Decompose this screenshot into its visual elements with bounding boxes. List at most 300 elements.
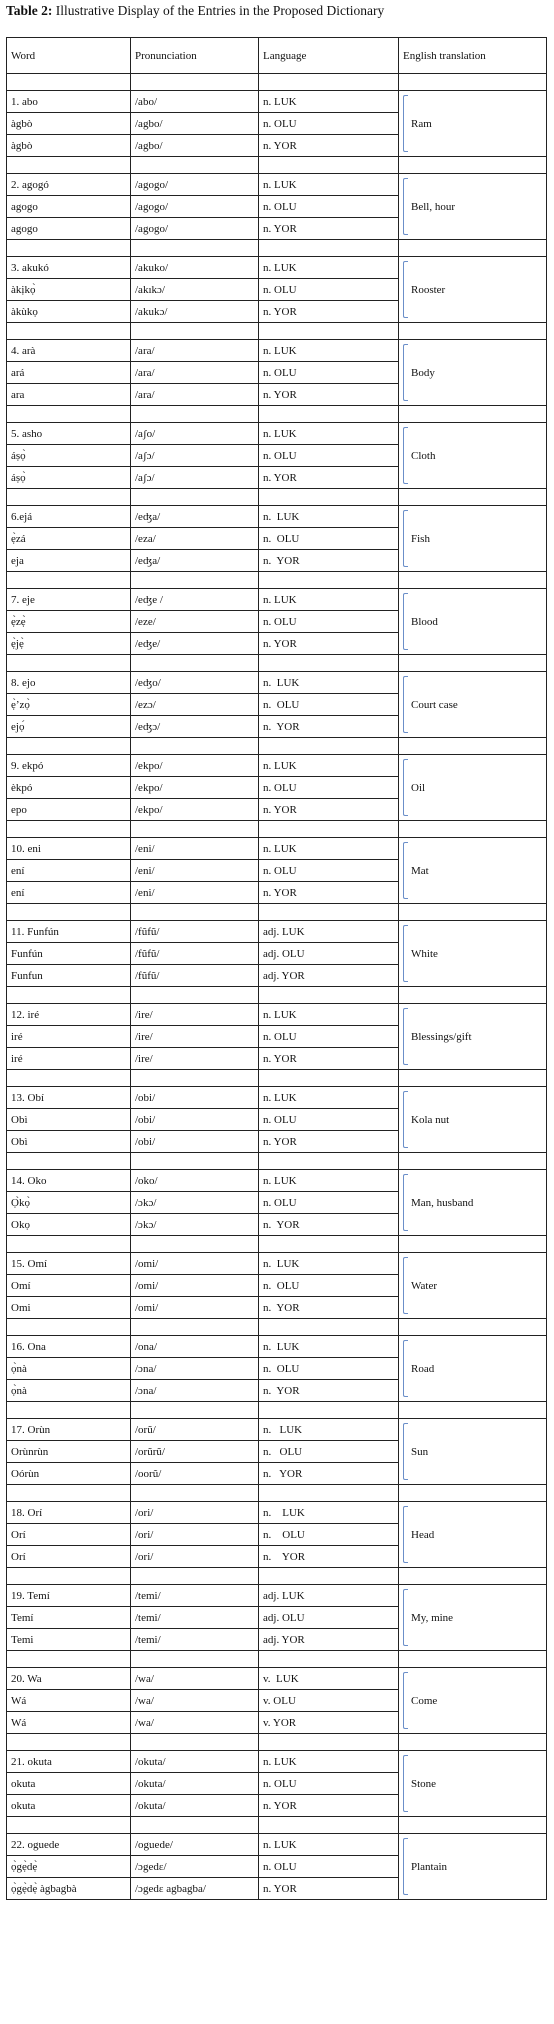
pronunciation-cell: /eze/	[131, 611, 259, 633]
spacer-cell	[259, 1651, 399, 1668]
language-cell: n. OLU	[259, 196, 399, 218]
pronunciation-cell: /okuta/	[131, 1773, 259, 1795]
language-cell: n. LUK	[259, 1087, 399, 1109]
spacer-cell	[7, 240, 131, 257]
spacer-row	[7, 74, 547, 91]
translation-text: Body	[411, 366, 435, 379]
word-cell: ení	[7, 860, 131, 882]
spacer-cell	[7, 821, 131, 838]
header-row	[7, 38, 547, 74]
bracket-icon	[403, 1589, 408, 1646]
spacer-cell	[399, 1402, 547, 1419]
translation-cell	[399, 921, 547, 987]
spacer-cell	[259, 1485, 399, 1502]
language-cell: n. OLU	[259, 1856, 399, 1878]
pronunciation-cell: /abo/	[131, 91, 259, 113]
spacer-cell	[7, 1568, 131, 1585]
word-cell: ẹ̀zá	[7, 528, 131, 550]
spacer-row	[7, 1651, 547, 1668]
spacer-row	[7, 572, 547, 589]
translation-text: Sun	[411, 1445, 429, 1458]
spacer-cell	[399, 1817, 547, 1834]
language-cell: n. YOR	[259, 1380, 399, 1402]
translation-text: Blood	[411, 615, 438, 628]
word-cell: àkịkọ̀	[7, 279, 131, 301]
translation-text: Bell, hour	[411, 200, 455, 213]
pronunciation-cell: /fũfũ/	[131, 965, 259, 987]
language-cell: n. OLU	[259, 1773, 399, 1795]
spacer-cell	[7, 323, 131, 340]
pronunciation-cell: /akukɔ/	[131, 301, 259, 323]
language-cell: n. YOR	[259, 1546, 399, 1568]
language-cell: n. OLU	[259, 1441, 399, 1463]
pronunciation-cell: /wa/	[131, 1712, 259, 1734]
word-cell: Funfun	[7, 965, 131, 987]
spacer-cell	[399, 738, 547, 755]
word-cell: 19. Temí	[7, 1585, 131, 1607]
bracket-icon	[403, 261, 408, 318]
spacer-cell	[399, 572, 547, 589]
spacer-row	[7, 904, 547, 921]
pronunciation-cell: /ezɔ/	[131, 694, 259, 716]
word-cell: Funfún	[7, 943, 131, 965]
bracket-icon	[403, 1755, 408, 1812]
spacer-cell	[259, 904, 399, 921]
word-cell: 2. agogó	[7, 174, 131, 196]
language-cell: n. LUK	[259, 838, 399, 860]
translation-cell	[399, 1087, 547, 1153]
spacer-cell	[131, 904, 259, 921]
spacer-cell	[131, 1734, 259, 1751]
pronunciation-cell: /ekpo/	[131, 755, 259, 777]
spacer-cell	[7, 1319, 131, 1336]
spacer-cell	[7, 489, 131, 506]
translation-cell	[399, 1419, 547, 1485]
spacer-cell	[259, 1734, 399, 1751]
word-cell: epo	[7, 799, 131, 821]
spacer-cell	[7, 1734, 131, 1751]
word-cell: Wá	[7, 1712, 131, 1734]
language-cell: n. OLU	[259, 279, 399, 301]
spacer-cell	[131, 157, 259, 174]
language-cell: n. LUK	[259, 755, 399, 777]
spacer-cell	[131, 738, 259, 755]
spacer-cell	[131, 1153, 259, 1170]
language-cell: n. YOR	[259, 799, 399, 821]
pronunciation-cell: /ɔna/	[131, 1358, 259, 1380]
spacer-cell	[7, 1485, 131, 1502]
spacer-cell	[399, 987, 547, 1004]
language-cell: n. LUK	[259, 423, 399, 445]
pronunciation-cell: /ɔgedɛ agbagba/	[131, 1878, 259, 1900]
caption-text: Illustrative Display of the Entries in the Proposed Dictionary	[55, 3, 385, 18]
word-cell: Omi	[7, 1297, 131, 1319]
pronunciation-cell: /ɔgedɛ/	[131, 1856, 259, 1878]
language-cell: adj. OLU	[259, 943, 399, 965]
translation-text: Cloth	[411, 449, 436, 462]
translation-cell	[399, 1004, 547, 1070]
translation-cell	[399, 1336, 547, 1402]
translation-cell	[399, 174, 547, 240]
language-cell: n. LUK	[259, 174, 399, 196]
word-cell: ọ̀nà	[7, 1358, 131, 1380]
bracket-icon	[403, 510, 408, 567]
header-word: Word	[7, 38, 131, 74]
spacer-cell	[7, 1651, 131, 1668]
spacer-cell	[259, 1236, 399, 1253]
language-cell: n. YOR	[259, 301, 399, 323]
spacer-row	[7, 1319, 547, 1336]
translation-text: Ram	[411, 117, 432, 130]
spacer-cell	[399, 489, 547, 506]
translation-text: Court case	[411, 698, 458, 711]
word-cell: ọ̀gẹ̀dẹ̀	[7, 1856, 131, 1878]
word-cell: Temí	[7, 1607, 131, 1629]
language-cell: n. OLU	[259, 777, 399, 799]
pronunciation-cell: /ɔkɔ/	[131, 1214, 259, 1236]
translation-text: White	[411, 947, 438, 960]
pronunciation-cell: /agbo/	[131, 113, 259, 135]
word-cell: 5. asho	[7, 423, 131, 445]
translation-cell	[399, 506, 547, 572]
word-cell: 6.ejá	[7, 506, 131, 528]
word-cell: áṣọ̀	[7, 467, 131, 489]
table-row	[7, 340, 547, 362]
language-cell: n. OLU	[259, 113, 399, 135]
translation-cell	[399, 1751, 547, 1817]
pronunciation-cell: /ɔna/	[131, 1380, 259, 1402]
word-cell: ení	[7, 882, 131, 904]
translation-cell	[399, 755, 547, 821]
pronunciation-cell: /ori/	[131, 1502, 259, 1524]
pronunciation-cell: /temi/	[131, 1585, 259, 1607]
bracket-icon	[403, 759, 408, 816]
pronunciation-cell: /akuko/	[131, 257, 259, 279]
pronunciation-cell: /eʤo/	[131, 672, 259, 694]
pronunciation-cell: /ori/	[131, 1524, 259, 1546]
pronunciation-cell: /akıkɔ/	[131, 279, 259, 301]
spacer-cell	[259, 1153, 399, 1170]
language-cell: n. LUK	[259, 589, 399, 611]
pronunciation-cell: /obi/	[131, 1087, 259, 1109]
pronunciation-cell: /fũfũ/	[131, 921, 259, 943]
word-cell: iré	[7, 1026, 131, 1048]
word-cell: 18. Orí	[7, 1502, 131, 1524]
spacer-cell	[259, 74, 399, 91]
word-cell: 20. Wa	[7, 1668, 131, 1690]
header-pronunciation: Pronunciation	[131, 38, 259, 74]
bracket-icon	[403, 1008, 408, 1065]
spacer-cell	[399, 323, 547, 340]
translation-text: Rooster	[411, 283, 446, 296]
pronunciation-cell: /ɔkɔ/	[131, 1192, 259, 1214]
language-cell: n. OLU	[259, 528, 399, 550]
spacer-cell	[131, 1817, 259, 1834]
table-row	[7, 838, 547, 860]
pronunciation-cell: /ire/	[131, 1026, 259, 1048]
word-cell: Omí	[7, 1275, 131, 1297]
table-row	[7, 1336, 547, 1358]
pronunciation-cell: /ekpo/	[131, 777, 259, 799]
language-cell: n. LUK	[259, 1253, 399, 1275]
translation-cell	[399, 1253, 547, 1319]
translation-text: Head	[411, 1528, 435, 1541]
language-cell: n. OLU	[259, 362, 399, 384]
word-cell: 10. eni	[7, 838, 131, 860]
table-row	[7, 1253, 547, 1275]
pronunciation-cell: /aʃɔ/	[131, 445, 259, 467]
pronunciation-cell: /agogo/	[131, 196, 259, 218]
spacer-cell	[399, 655, 547, 672]
spacer-cell	[7, 655, 131, 672]
spacer-cell	[399, 904, 547, 921]
table-row	[7, 1834, 547, 1856]
spacer-row	[7, 157, 547, 174]
table-row	[7, 91, 547, 113]
translation-cell	[399, 423, 547, 489]
language-cell: n. YOR	[259, 467, 399, 489]
word-cell: 14. Oko	[7, 1170, 131, 1192]
language-cell: n. YOR	[259, 882, 399, 904]
table-row	[7, 1502, 547, 1524]
pronunciation-cell: /omi/	[131, 1253, 259, 1275]
bracket-icon	[403, 344, 408, 401]
bracket-icon	[403, 1257, 408, 1314]
word-cell: 7. eje	[7, 589, 131, 611]
translation-cell	[399, 1668, 547, 1734]
word-cell: okuta	[7, 1795, 131, 1817]
spacer-cell	[399, 821, 547, 838]
spacer-cell	[131, 74, 259, 91]
spacer-cell	[259, 655, 399, 672]
translation-cell	[399, 1170, 547, 1236]
language-cell: n. YOR	[259, 1214, 399, 1236]
language-cell: n. YOR	[259, 135, 399, 157]
spacer-cell	[131, 1402, 259, 1419]
translation-cell	[399, 589, 547, 655]
spacer-cell	[259, 1070, 399, 1087]
pronunciation-cell: /temi/	[131, 1607, 259, 1629]
bracket-icon	[403, 1838, 408, 1895]
pronunciation-cell: /ori/	[131, 1546, 259, 1568]
word-cell: 3. akukó	[7, 257, 131, 279]
language-cell: n. YOR	[259, 1131, 399, 1153]
pronunciation-cell: /obi/	[131, 1131, 259, 1153]
word-cell: 16. Ona	[7, 1336, 131, 1358]
word-cell: ọ̀gẹ̀dẹ̀ àgbagbà	[7, 1878, 131, 1900]
spacer-cell	[131, 987, 259, 1004]
language-cell: adj. LUK	[259, 921, 399, 943]
table-row	[7, 506, 547, 528]
spacer-cell	[399, 1568, 547, 1585]
translation-text: Water	[411, 1279, 437, 1292]
translation-text: Oil	[411, 781, 426, 794]
table-row	[7, 1087, 547, 1109]
spacer-cell	[7, 1153, 131, 1170]
word-cell: ẹ̀ʼzọ̀	[7, 694, 131, 716]
spacer-cell	[259, 240, 399, 257]
spacer-cell	[259, 987, 399, 1004]
word-cell: ara	[7, 384, 131, 406]
spacer-cell	[7, 1070, 131, 1087]
pronunciation-cell: /oko/	[131, 1170, 259, 1192]
spacer-row	[7, 1236, 547, 1253]
spacer-cell	[7, 987, 131, 1004]
word-cell: 1. abo	[7, 91, 131, 113]
word-cell: èkpó	[7, 777, 131, 799]
language-cell: n. YOR	[259, 1795, 399, 1817]
spacer-row	[7, 1485, 547, 1502]
bracket-icon	[403, 842, 408, 899]
word-cell: 11. Funfún	[7, 921, 131, 943]
pronunciation-cell: /omi/	[131, 1275, 259, 1297]
word-cell: àkùkọ	[7, 301, 131, 323]
spacer-row	[7, 489, 547, 506]
word-cell: 9. ekpó	[7, 755, 131, 777]
spacer-row	[7, 821, 547, 838]
translation-cell	[399, 1585, 547, 1651]
translation-cell	[399, 1502, 547, 1568]
word-cell: Oórùn	[7, 1463, 131, 1485]
word-cell: Orí	[7, 1546, 131, 1568]
translation-cell	[399, 838, 547, 904]
table-row	[7, 755, 547, 777]
spacer-cell	[7, 572, 131, 589]
spacer-cell	[7, 904, 131, 921]
spacer-cell	[131, 1651, 259, 1668]
spacer-row	[7, 1402, 547, 1419]
spacer-cell	[7, 74, 131, 91]
pronunciation-cell: /ire/	[131, 1048, 259, 1070]
spacer-cell	[259, 1817, 399, 1834]
word-cell: 4. arà	[7, 340, 131, 362]
spacer-cell	[131, 406, 259, 423]
pronunciation-cell: /agbo/	[131, 135, 259, 157]
bracket-icon	[403, 1506, 408, 1563]
pronunciation-cell: /okuta/	[131, 1751, 259, 1773]
language-cell: adj. YOR	[259, 965, 399, 987]
spacer-cell	[7, 1236, 131, 1253]
language-cell: n. YOR	[259, 1048, 399, 1070]
language-cell: n. YOR	[259, 1463, 399, 1485]
pronunciation-cell: /ara/	[131, 340, 259, 362]
bracket-icon	[403, 1423, 408, 1480]
table-row	[7, 423, 547, 445]
table-row	[7, 1668, 547, 1690]
pronunciation-cell: /eʤe /	[131, 589, 259, 611]
pronunciation-cell: /fũfũ/	[131, 943, 259, 965]
language-cell: v. LUK	[259, 1668, 399, 1690]
translation-text: Man, husband	[411, 1196, 474, 1209]
word-cell: okuta	[7, 1773, 131, 1795]
translation-text: My, mine	[411, 1611, 454, 1624]
word-cell: Ọ̀kọ̀	[7, 1192, 131, 1214]
word-cell: ẹ̀zẹ̀	[7, 611, 131, 633]
spacer-cell	[399, 1319, 547, 1336]
pronunciation-cell: /ona/	[131, 1336, 259, 1358]
word-cell: 22. oguede	[7, 1834, 131, 1856]
table-row	[7, 1751, 547, 1773]
language-cell: v. YOR	[259, 1712, 399, 1734]
language-cell: n. YOR	[259, 1297, 399, 1319]
spacer-cell	[399, 240, 547, 257]
translation-cell	[399, 340, 547, 406]
spacer-cell	[131, 1070, 259, 1087]
pronunciation-cell: /orũrũ/	[131, 1441, 259, 1463]
word-cell: ará	[7, 362, 131, 384]
table-row	[7, 921, 547, 943]
spacer-cell	[259, 323, 399, 340]
language-cell: n. LUK	[259, 1419, 399, 1441]
language-cell: n. YOR	[259, 716, 399, 738]
language-cell: n. OLU	[259, 1275, 399, 1297]
spacer-cell	[131, 240, 259, 257]
spacer-cell	[131, 489, 259, 506]
spacer-cell	[131, 1485, 259, 1502]
translation-cell	[399, 91, 547, 157]
spacer-row	[7, 406, 547, 423]
spacer-cell	[131, 1568, 259, 1585]
spacer-cell	[7, 406, 131, 423]
pronunciation-cell: /eni/	[131, 882, 259, 904]
language-cell: n. OLU	[259, 1524, 399, 1546]
word-cell: Okọ	[7, 1214, 131, 1236]
language-cell: n. YOR	[259, 1878, 399, 1900]
pronunciation-cell: /orũ/	[131, 1419, 259, 1441]
translation-text: Stone	[411, 1777, 437, 1790]
pronunciation-cell: /ekpo/	[131, 799, 259, 821]
bracket-icon	[403, 593, 408, 650]
language-cell: n. LUK	[259, 1751, 399, 1773]
translation-cell	[399, 672, 547, 738]
spacer-cell	[259, 406, 399, 423]
word-cell: Temi	[7, 1629, 131, 1651]
pronunciation-cell: /eni/	[131, 860, 259, 882]
pronunciation-cell: /okuta/	[131, 1795, 259, 1817]
spacer-cell	[7, 1817, 131, 1834]
language-cell: n. OLU	[259, 860, 399, 882]
language-cell: v. OLU	[259, 1690, 399, 1712]
pronunciation-cell: /aʃo/	[131, 423, 259, 445]
translation-text: Road	[411, 1362, 435, 1375]
pronunciation-cell: /oorũ/	[131, 1463, 259, 1485]
header-english-translation: English translation	[399, 38, 547, 74]
language-cell: n. LUK	[259, 91, 399, 113]
word-cell: ejọ́	[7, 716, 131, 738]
bracket-icon	[403, 95, 408, 152]
spacer-row	[7, 1070, 547, 1087]
spacer-cell	[399, 1734, 547, 1751]
language-cell: adj. OLU	[259, 1607, 399, 1629]
header-language: Language	[259, 38, 399, 74]
pronunciation-cell: /ara/	[131, 384, 259, 406]
translation-text: Mat	[411, 864, 429, 877]
translation-cell	[399, 1834, 547, 1900]
spacer-cell	[131, 655, 259, 672]
language-cell: n. OLU	[259, 1358, 399, 1380]
spacer-row	[7, 1734, 547, 1751]
word-cell: Orí	[7, 1524, 131, 1546]
dictionary-table	[6, 37, 547, 1900]
bracket-icon	[403, 427, 408, 484]
pronunciation-cell: /agogo/	[131, 174, 259, 196]
word-cell: eja	[7, 550, 131, 572]
language-cell: n. OLU	[259, 1026, 399, 1048]
spacer-cell	[131, 1236, 259, 1253]
word-cell: Obì	[7, 1109, 131, 1131]
table-row	[7, 1419, 547, 1441]
language-cell: n. OLU	[259, 1109, 399, 1131]
